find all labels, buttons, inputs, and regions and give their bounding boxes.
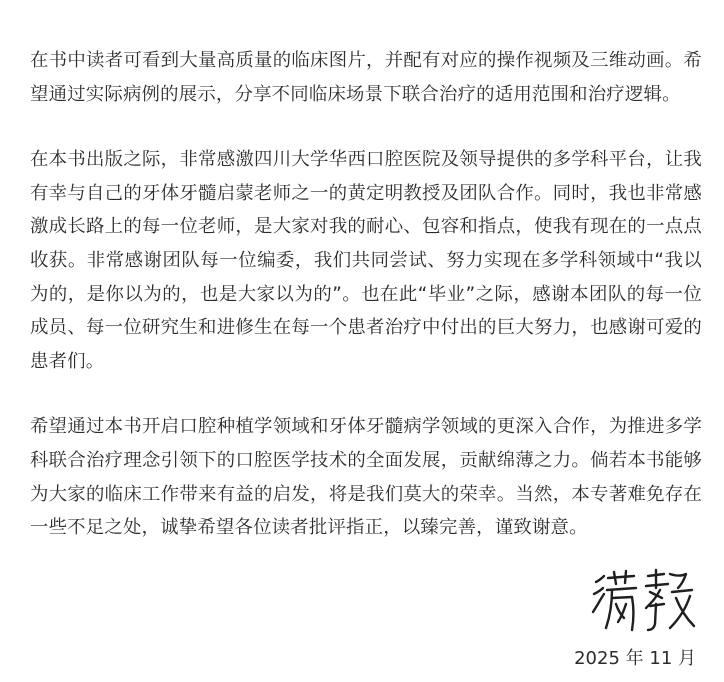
paragraph-2: 在本书出版之际，非常感激四川大学华西口腔医院及领导提供的多学科平台，让我有幸与自己的牙体牙髓启蒙老师之一的黄定明教授及团队合作。同时，我也非常感激成长路上的每一位老师，是大家对我的耐心、包容和指点，使我有现在的一点点收获。非常感谢团队每一位编委，我们共同尝试、努力实现在多学科领域中“我以为的，是你以为的，也是大家以为的”。也在此“毕业”之际，感谢本团队的每一位成员、每一位研究生和进修生在每一个患者治疗中付出的巨大努力，也感谢可爱的患者们。 bbox=[30, 149, 702, 372]
paragraph-3: 希望通过本书开启口腔种植学领域和牙体牙髓病学领域的更深入合作，为推进多学科联合治疗理念引领下的口腔医学技术的全面发展，贡献绵薄之力。倘若本书能够为大家的临床工作带来有益的启发，将是我们莫大的荣幸。当然，本专著难免存在一些不足之处，诚挚希望各位读者批评指正，以臻完善，谨致谢意。 bbox=[30, 416, 702, 539]
paragraph-1: 在书中读者可看到大量高质量的临床图片，并配有对应的操作视频及三维动画。希望通过实际病例的展示，分享不同临床场景下联合治疗的适用范围和治疗逻辑。 bbox=[30, 50, 702, 105]
date-line: 2025 年 11 月 bbox=[574, 648, 696, 669]
handwritten-signature bbox=[590, 568, 700, 638]
paragraph-spacer bbox=[30, 111, 702, 143]
document-body bbox=[30, 44, 702, 545]
paragraph-spacer bbox=[30, 378, 702, 410]
